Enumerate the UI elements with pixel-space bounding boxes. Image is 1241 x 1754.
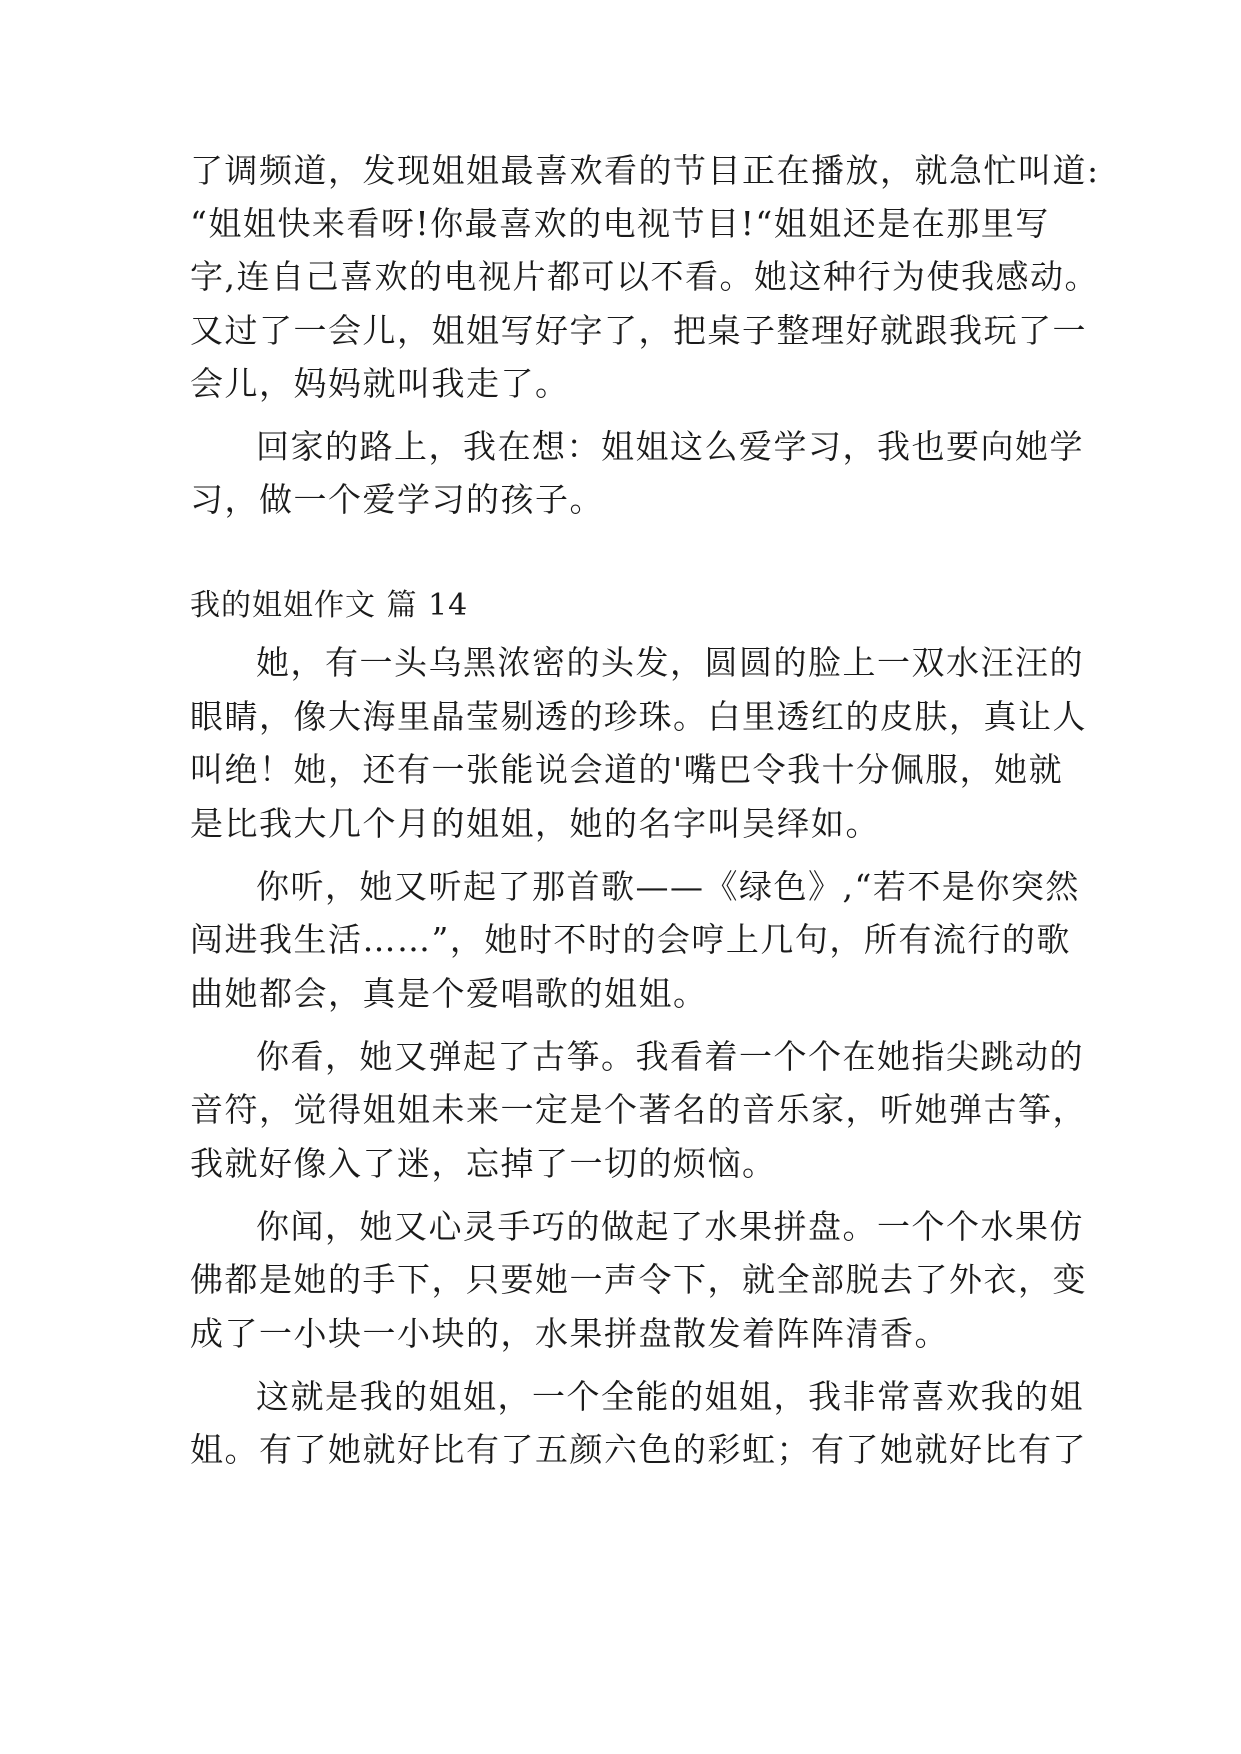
text-line: 字,连自己喜欢的电视片都可以不看。她这种行为使我感动。 (190, 257, 1099, 296)
text-line: 会儿，妈妈就叫我走了。 (190, 364, 570, 403)
text-line: 又过了一会儿，姐姐写好字了，把桌子整理好就跟我玩了一 (190, 311, 1087, 350)
text-line: 曲她都会，真是个爱唱歌的姐姐。 (190, 974, 708, 1013)
text-line: 你听，她又听起了那首歌——《绿色》,“若不是你突然 (256, 867, 1080, 906)
text-line: 音符，觉得姐姐未来一定是个著名的音乐家，听她弹古筝， (190, 1090, 1087, 1129)
text-line: 你看，她又弹起了古筝。我看着一个个在她指尖跳动的 (256, 1037, 1084, 1076)
section-heading: 我的姐姐作文 篇 14 (190, 588, 469, 623)
text-line: 姐。有了她就好比有了五颜六色的彩虹；有了她就好比有了 (190, 1430, 1087, 1469)
text-line: 这就是我的姐姐，一个全能的姐姐，我非常喜欢我的姐 (256, 1377, 1084, 1416)
text-line: 眼睛，像大海里晶莹剔透的珍珠。白里透红的皮肤，真让人 (190, 697, 1087, 736)
text-line: 叫绝！她，还有一张能说会道的'嘴巴令我十分佩服，她就 (190, 750, 1064, 789)
text-line: 习，做一个爱学习的孩子。 (190, 480, 604, 519)
text-line: 她，有一头乌黑浓密的头发，圆圆的脸上一双水汪汪的 (256, 643, 1084, 682)
document-page (190, 0, 1100, 1754)
text-line: 你闻，她又心灵手巧的做起了水果拼盘。一个个水果仿 (256, 1207, 1084, 1246)
text-line: 了调频道，发现姐姐最喜欢看的节目正在播放，就急忙叫道: (190, 151, 1100, 190)
text-line: 闯进我生活……”，她时不时的会哼上几句，所有流行的歌 (190, 920, 1071, 959)
text-line: 成了一小块一小块的，水果拼盘散发着阵阵清香。 (190, 1314, 949, 1353)
text-line: 佛都是她的手下，只要她一声令下，就全部脱去了外衣，变 (190, 1260, 1087, 1299)
text-line: 是比我大几个月的姐姐，她的名字叫吴绎如。 (190, 804, 880, 843)
text-line: 我就好像入了迷，忘掉了一切的烦恼。 (190, 1144, 777, 1183)
text-line: “姐姐快来看呀!你最喜欢的电视节目!“姐姐还是在那里写 (190, 204, 1050, 243)
text-line: 回家的路上，我在想：姐姐这么爱学习，我也要向她学 (256, 427, 1084, 466)
